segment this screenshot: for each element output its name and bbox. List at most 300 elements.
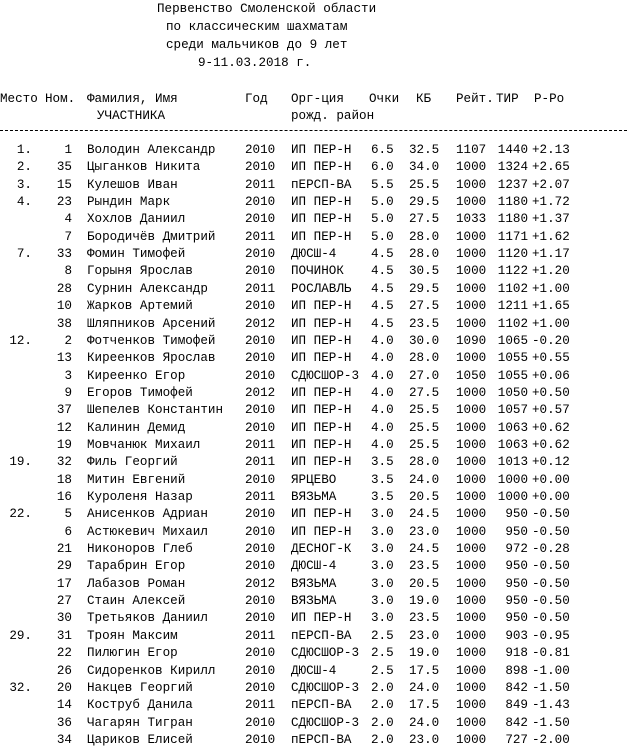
cell-year: 2010 [245, 732, 276, 747]
cell-place: 32. [9, 680, 32, 695]
cell-rating: 1000 [456, 507, 487, 522]
cell-rro: -2.00 [532, 732, 570, 747]
cell-org: ИП ПЕР-Н [291, 611, 352, 626]
cell-name: Володин Александр [87, 143, 216, 157]
cell-year: 2010 [245, 611, 276, 626]
cell-year: 2010 [245, 663, 276, 678]
cell-points: 3.5 [371, 455, 394, 470]
cell-tir: 918 [505, 646, 528, 661]
cell-tir: 1050 [497, 385, 528, 400]
cell-points: 2.5 [371, 663, 394, 678]
cell-kb: 24.0 [409, 715, 440, 730]
cell-rating: 1000 [456, 264, 487, 279]
cell-number: 30 [56, 611, 72, 626]
cell-year: 2010 [245, 559, 276, 574]
cell-name: Цыганков Никита [87, 160, 201, 175]
cell-rro: -0.50 [532, 576, 570, 591]
cell-points: 4.5 [371, 316, 394, 331]
cell-org: ВЯЗЬМА [291, 490, 337, 504]
cell-org: СДЮСШОР-3 [291, 715, 360, 730]
cell-rating: 1000 [456, 247, 487, 262]
table-row [0, 246, 627, 263]
cell-year: 2010 [245, 542, 276, 557]
cell-org: ИП ПЕР-Н [291, 333, 352, 348]
cell-org: ИП ПЕР-Н [291, 507, 352, 522]
table-row [0, 628, 627, 645]
cell-rro: +2.65 [532, 160, 570, 175]
cell-rro: -0.81 [532, 646, 570, 661]
table-row [0, 663, 627, 680]
table-row [0, 645, 627, 662]
cell-rro: +1.65 [532, 299, 570, 314]
cell-name: Егоров Тимофей [87, 385, 193, 400]
cell-org: ИП ПЕР-Н [291, 212, 352, 227]
cell-year: 2012 [245, 316, 276, 331]
cell-rating: 1090 [456, 333, 487, 348]
cell-rating: 1000 [456, 576, 487, 591]
header-name: Фамилия, Имя [87, 92, 178, 106]
cell-rating: 1000 [456, 663, 487, 678]
cell-points: 4.0 [371, 351, 394, 366]
cell-rro: -0.50 [532, 507, 570, 522]
cell-org: ПОЧИНОК [291, 264, 344, 279]
cell-points: 4.0 [371, 368, 394, 383]
cell-org: пЕРСП-ВА [291, 732, 352, 747]
cell-number: 10 [56, 299, 72, 314]
table-row [0, 506, 627, 523]
cell-tir: 727 [505, 732, 528, 747]
cell-rro: -0.50 [532, 594, 570, 609]
cell-kb: 30.5 [409, 264, 440, 279]
cell-number: 19 [56, 437, 72, 452]
cell-points: 3.0 [371, 542, 394, 557]
table-row [0, 350, 627, 367]
cell-tir: 1171 [497, 229, 528, 244]
cell-points: 4.0 [371, 403, 394, 418]
cell-tir: 1063 [497, 420, 528, 435]
cell-rro: -0.50 [532, 524, 570, 539]
cell-year: 2010 [245, 403, 276, 418]
cell-points: 4.0 [371, 333, 394, 348]
cell-rating: 1000 [456, 524, 487, 539]
cell-number: 22 [56, 646, 72, 661]
cell-org: пЕРСП-ВА [291, 628, 352, 643]
cell-tir: 1102 [497, 281, 528, 296]
cell-org: ИП ПЕР-Н [291, 299, 352, 314]
cell-rating: 1000 [456, 698, 487, 713]
cell-rating: 1000 [456, 715, 487, 730]
header-place: Место [0, 92, 38, 106]
cell-tir: 1324 [497, 160, 528, 175]
cell-year: 2011 [245, 281, 276, 296]
cell-number: 16 [56, 490, 72, 504]
cell-year: 2012 [245, 385, 276, 400]
cell-name: Митин Евгений [87, 472, 186, 487]
cell-number: 31 [56, 628, 72, 643]
cell-year: 2010 [245, 195, 276, 210]
cell-name: Пилюгин Егор [87, 646, 178, 661]
cell-rro: -0.95 [532, 628, 570, 643]
cell-name: Сурнин Александр [87, 281, 208, 296]
cell-year: 2010 [245, 333, 276, 348]
cell-kb: 23.5 [409, 559, 440, 574]
cell-kb: 25.5 [409, 177, 440, 192]
cell-org: ИП ПЕР-Н [291, 524, 352, 539]
cell-rating: 1000 [456, 229, 487, 244]
cell-name: Горыня Ярослав [87, 264, 193, 279]
table-row [0, 194, 627, 211]
cell-name: Стаин Алексей [87, 594, 186, 609]
cell-rating: 1000 [456, 403, 487, 418]
cell-rro: +0.50 [532, 385, 570, 400]
cell-org: ИП ПЕР-Н [291, 316, 352, 331]
cell-tir: 1122 [497, 264, 528, 279]
cell-tir: 898 [505, 663, 528, 678]
cell-kb: 28.0 [409, 351, 440, 366]
table-row [0, 385, 627, 402]
cell-org: СДЮСШОР-3 [291, 368, 360, 383]
cell-year: 2010 [245, 368, 276, 383]
cell-kb: 23.0 [409, 732, 440, 747]
cell-number: 34 [56, 732, 72, 747]
cell-kb: 27.5 [409, 212, 440, 227]
cell-kb: 27.0 [409, 368, 440, 383]
cell-kb: 25.5 [409, 420, 440, 435]
cell-rating: 1000 [456, 628, 487, 643]
cell-place: 12. [9, 333, 32, 348]
cell-name: Мовчанюк Михаил [87, 437, 201, 452]
cell-points: 5.0 [371, 229, 394, 244]
cell-number: 3 [64, 368, 72, 383]
cell-kb: 34.0 [409, 160, 440, 175]
table-row [0, 593, 627, 610]
cell-tir: 950 [505, 507, 528, 522]
table-row [0, 697, 627, 714]
table-row [0, 142, 627, 159]
cell-number: 13 [56, 351, 72, 366]
cell-kb: 17.5 [409, 663, 440, 678]
cell-rating: 1000 [456, 611, 487, 626]
table-row [0, 263, 627, 280]
cell-points: 3.0 [371, 524, 394, 539]
cell-rro: -0.28 [532, 542, 570, 557]
cell-kb: 23.0 [409, 524, 440, 539]
cell-points: 6.0 [371, 160, 394, 175]
table-row [0, 610, 627, 627]
cell-year: 2011 [245, 698, 276, 713]
cell-points: 5.0 [371, 212, 394, 227]
cell-rro: +1.72 [532, 195, 570, 210]
table-row [0, 229, 627, 246]
cell-tir: 1065 [497, 333, 528, 348]
cell-org: ИП ПЕР-Н [291, 143, 352, 157]
cell-year: 2011 [245, 229, 276, 244]
table-row [0, 333, 627, 350]
cell-kb: 28.0 [409, 247, 440, 262]
cell-name: Коструб Данила [87, 698, 193, 713]
table-row [0, 558, 627, 575]
cell-number: 32 [56, 455, 72, 470]
cell-kb: 23.0 [409, 628, 440, 643]
cell-org: ИП ПЕР-Н [291, 403, 352, 418]
cell-rro: +0.62 [532, 437, 570, 452]
cell-points: 3.0 [371, 576, 394, 591]
cell-tir: 950 [505, 559, 528, 574]
cell-rro: +2.07 [532, 177, 570, 192]
title-line-3: среди мальчиков до 9 лет [166, 38, 348, 52]
table-row [0, 281, 627, 298]
header-rro: Р-Ро [534, 92, 565, 106]
cell-rro: +1.62 [532, 229, 570, 244]
cell-number: 29 [56, 559, 72, 574]
cell-tir: 1000 [497, 490, 528, 504]
cell-points: 4.0 [371, 385, 394, 400]
cell-tir: 1063 [497, 437, 528, 452]
cell-tir: 849 [505, 698, 528, 713]
cell-year: 2010 [245, 212, 276, 227]
cell-tir: 950 [505, 611, 528, 626]
cell-rating: 1000 [456, 160, 487, 175]
header-divider [0, 130, 627, 131]
cell-rro: -0.50 [532, 611, 570, 626]
cell-rating: 1000 [456, 472, 487, 487]
cell-rating: 1000 [456, 299, 487, 314]
cell-rro: -1.50 [532, 715, 570, 730]
cell-rro: +2.13 [532, 143, 570, 157]
cell-points: 5.5 [371, 177, 394, 192]
cell-year: 2011 [245, 628, 276, 643]
cell-year: 2012 [245, 576, 276, 591]
cell-rro: +0.00 [532, 490, 570, 504]
cell-name: Анисенков Адриан [87, 507, 208, 522]
cell-name: Калинин Демид [87, 420, 186, 435]
cell-rating: 1000 [456, 281, 487, 296]
cell-rro: -1.50 [532, 680, 570, 695]
cell-rating: 1000 [456, 420, 487, 435]
title-line-4: 9-11.03.2018 г. [198, 56, 312, 70]
cell-number: 15 [56, 177, 72, 192]
cell-year: 2010 [245, 646, 276, 661]
cell-year: 2011 [245, 490, 276, 504]
cell-kb: 30.0 [409, 333, 440, 348]
cell-points: 4.0 [371, 437, 394, 452]
header-points: Очки [369, 92, 400, 106]
cell-points: 3.0 [371, 507, 394, 522]
cell-org: ИП ПЕР-Н [291, 351, 352, 366]
cell-name: Кулешов Иван [87, 177, 178, 192]
table-row [0, 489, 627, 506]
cell-org: ВЯЗЬМА [291, 576, 337, 591]
cell-tir: 1013 [497, 455, 528, 470]
cell-rating: 1000 [456, 437, 487, 452]
cell-tir: 1180 [497, 195, 528, 210]
cell-tir: 842 [505, 715, 528, 730]
table-row [0, 524, 627, 541]
cell-points: 2.5 [371, 628, 394, 643]
cell-org: ИП ПЕР-Н [291, 455, 352, 470]
cell-year: 2011 [245, 455, 276, 470]
cell-org: ИП ПЕР-Н [291, 420, 352, 435]
cell-kb: 24.5 [409, 507, 440, 522]
cell-org: ИП ПЕР-Н [291, 229, 352, 244]
cell-rro: -1.43 [532, 698, 570, 713]
cell-tir: 1211 [497, 299, 528, 314]
cell-year: 2011 [245, 177, 276, 192]
cell-tir: 950 [505, 594, 528, 609]
cell-org: ИП ПЕР-Н [291, 195, 352, 210]
cell-name: Куроленя Назар [87, 490, 193, 504]
cell-year: 2010 [245, 420, 276, 435]
header-year: Год [245, 92, 268, 106]
cell-number: 5 [64, 507, 72, 522]
cell-kb: 32.5 [409, 143, 440, 157]
cell-org: РОСЛАВЛЬ [291, 281, 352, 296]
cell-rating: 1000 [456, 559, 487, 574]
cell-year: 2010 [245, 594, 276, 609]
table-row [0, 732, 627, 749]
cell-name: Киреенко Егор [87, 368, 186, 383]
cell-number: 28 [56, 281, 72, 296]
cell-tir: 950 [505, 576, 528, 591]
cell-number: 1 [64, 143, 72, 157]
table-row [0, 159, 627, 176]
cell-name: Киреенков Ярослав [87, 351, 216, 366]
cell-kb: 24.0 [409, 472, 440, 487]
table-row [0, 211, 627, 228]
cell-year: 2010 [245, 524, 276, 539]
cell-tir: 1102 [497, 316, 528, 331]
cell-name: Филь Георгий [87, 455, 178, 470]
cell-kb: 17.5 [409, 698, 440, 713]
cell-name: Накцев Георгий [87, 680, 193, 695]
table-row [0, 402, 627, 419]
cell-number: 6 [64, 524, 72, 539]
table-row [0, 177, 627, 194]
cell-name: Рындин Марк [87, 195, 171, 210]
cell-points: 2.0 [371, 732, 394, 747]
cell-name: Бородичёв Дмитрий [87, 229, 216, 244]
cell-rating: 1000 [456, 542, 487, 557]
header-name-2: УЧАСТНИКА [97, 109, 166, 123]
cell-tir: 1120 [497, 247, 528, 262]
cell-kb: 23.5 [409, 611, 440, 626]
cell-place: 29. [9, 628, 32, 643]
cell-org: СДЮСШОР-3 [291, 646, 360, 661]
cell-name: Цариков Елисей [87, 732, 193, 747]
cell-rating: 1000 [456, 646, 487, 661]
cell-points: 4.0 [371, 420, 394, 435]
header-kb: КБ [416, 92, 432, 106]
cell-points: 3.0 [371, 559, 394, 574]
cell-number: 26 [56, 663, 72, 678]
table-row [0, 437, 627, 454]
cell-number: 7 [64, 229, 72, 244]
cell-number: 4 [64, 212, 72, 227]
cell-rating: 1000 [456, 594, 487, 609]
cell-tir: 1000 [497, 472, 528, 487]
cell-kb: 24.5 [409, 542, 440, 557]
cell-rating: 1000 [456, 680, 487, 695]
cell-place: 1. [16, 143, 32, 157]
cell-year: 2010 [245, 472, 276, 487]
cell-tir: 1237 [497, 177, 528, 192]
cell-number: 18 [56, 472, 72, 487]
title-line-2: по классическим шахматам [166, 20, 348, 34]
cell-number: 9 [64, 385, 72, 400]
cell-points: 4.5 [371, 247, 394, 262]
cell-rating: 1000 [456, 177, 487, 192]
cell-kb: 28.0 [409, 455, 440, 470]
table-row [0, 576, 627, 593]
cell-rating: 1000 [456, 195, 487, 210]
cell-tir: 1055 [497, 351, 528, 366]
cell-kb: 25.5 [409, 403, 440, 418]
cell-tir: 1440 [497, 143, 528, 157]
cell-kb: 19.0 [409, 646, 440, 661]
cell-points: 3.5 [371, 490, 394, 504]
cell-tir: 1180 [497, 212, 528, 227]
cell-org: СДЮСШОР-3 [291, 680, 360, 695]
cell-org: ИП ПЕР-Н [291, 437, 352, 452]
cell-rating: 1000 [456, 455, 487, 470]
table-row [0, 715, 627, 732]
cell-points: 6.5 [371, 143, 394, 157]
cell-number: 27 [56, 594, 72, 609]
cell-kb: 29.5 [409, 281, 440, 296]
cell-kb: 27.5 [409, 385, 440, 400]
cell-org: ЯРЦЕВО [291, 472, 337, 487]
cell-name: Жарков Артемий [87, 299, 193, 314]
table-row [0, 316, 627, 333]
cell-points: 3.0 [371, 594, 394, 609]
cell-name: Фомин Тимофей [87, 247, 186, 262]
cell-place: 19. [9, 455, 32, 470]
cell-rro: +0.62 [532, 420, 570, 435]
cell-rro: +1.00 [532, 281, 570, 296]
cell-name: Тарабрин Егор [87, 559, 186, 574]
cell-org: пЕРСП-ВА [291, 177, 352, 192]
cell-place: 22. [9, 507, 32, 522]
cell-name: Лабазов Роман [87, 576, 186, 591]
cell-rro: +0.12 [532, 455, 570, 470]
cell-org: ДЕСНОГ-К [291, 542, 352, 557]
cell-kb: 19.0 [409, 594, 440, 609]
cell-place: 2. [16, 160, 32, 175]
cell-org: ИП ПЕР-Н [291, 385, 352, 400]
title-line-1: Первенство Смоленской области [157, 2, 377, 16]
cell-number: 38 [56, 316, 72, 331]
cell-year: 2010 [245, 680, 276, 695]
cell-kb: 20.5 [409, 576, 440, 591]
cell-number: 14 [56, 698, 72, 713]
cell-rro: -0.20 [532, 333, 570, 348]
cell-number: 23 [56, 195, 72, 210]
cell-number: 33 [56, 247, 72, 262]
cell-name: Астюкевич Михаил [87, 524, 208, 539]
cell-number: 2 [64, 333, 72, 348]
cell-number: 35 [56, 160, 72, 175]
cell-kb: 27.5 [409, 299, 440, 314]
cell-points: 2.0 [371, 715, 394, 730]
cell-points: 4.5 [371, 299, 394, 314]
cell-points: 2.0 [371, 680, 394, 695]
cell-points: 4.5 [371, 281, 394, 296]
cell-number: 20 [56, 680, 72, 695]
table-row [0, 454, 627, 471]
cell-rating: 1000 [456, 732, 487, 747]
cell-org: ДЮСШ-4 [291, 247, 337, 262]
cell-rating: 1000 [456, 351, 487, 366]
